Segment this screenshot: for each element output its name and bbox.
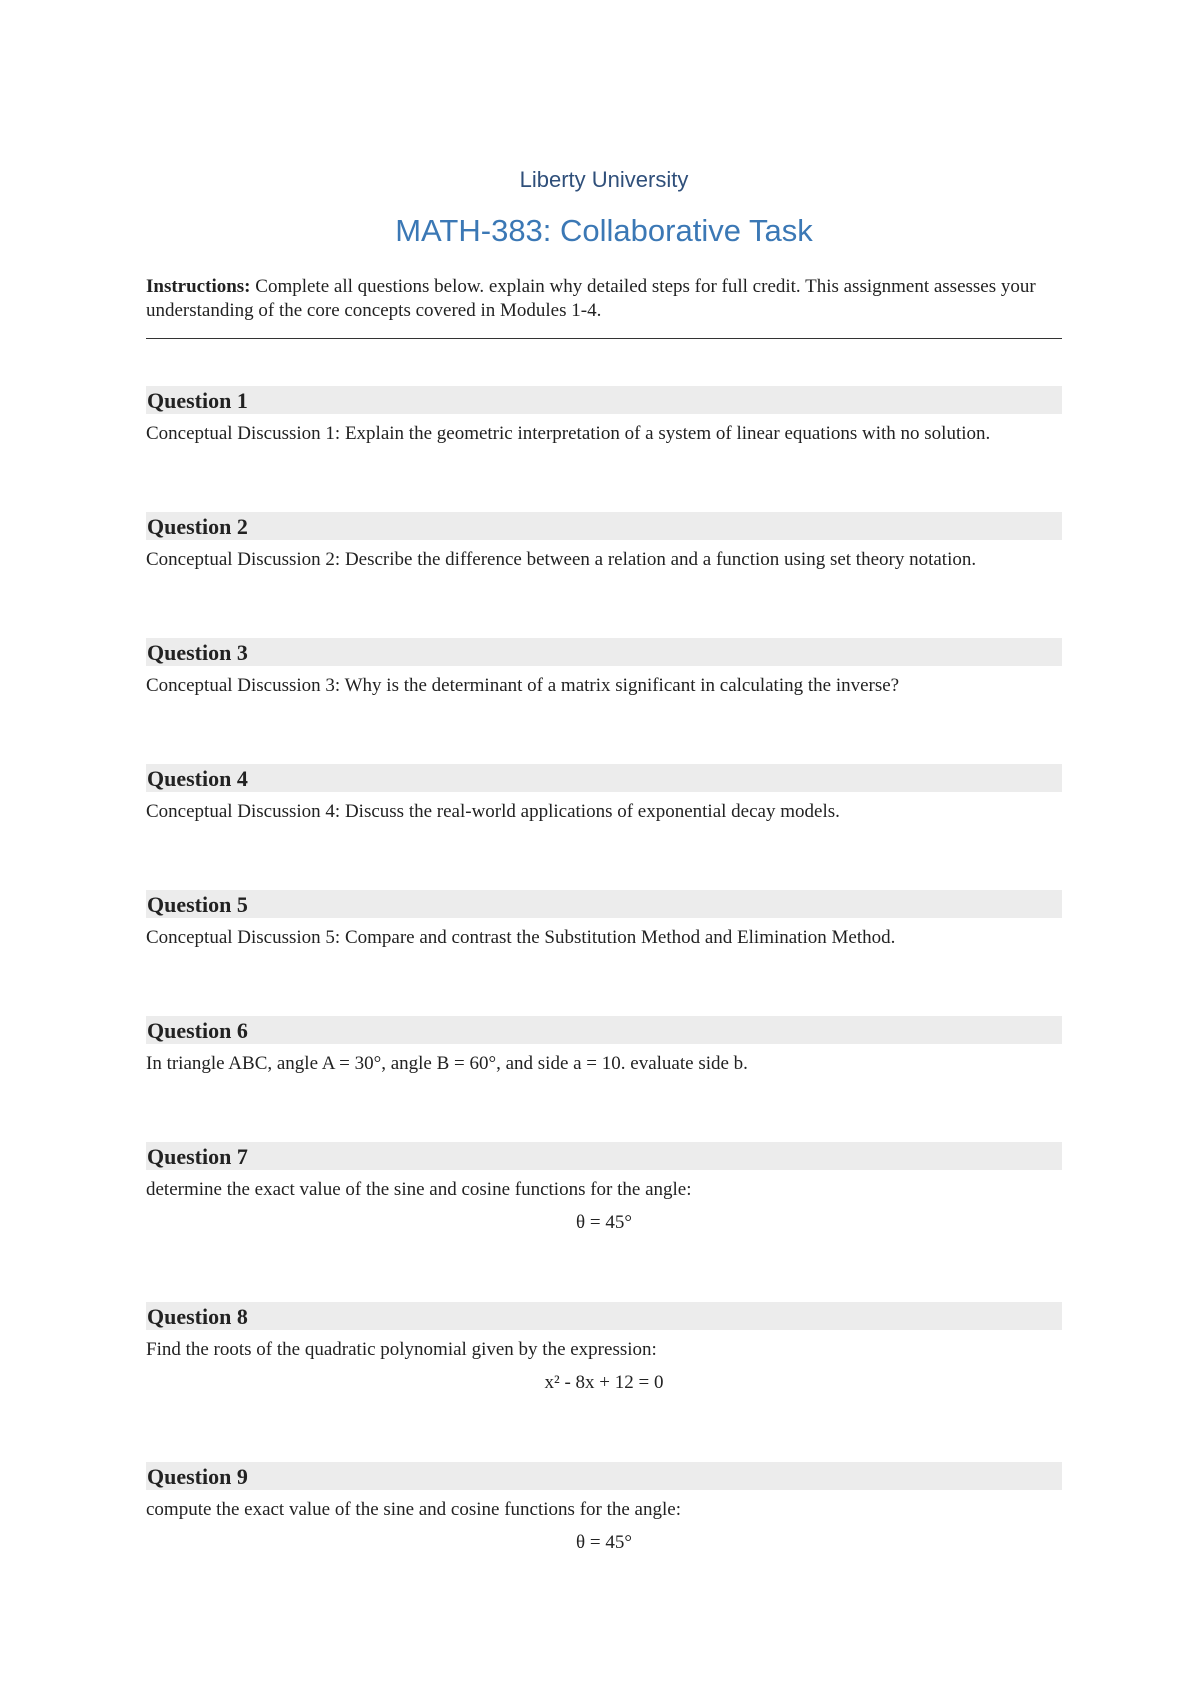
university-name: Liberty University [519,167,689,192]
question-5 [146,890,1062,950]
question-text: Conceptual Discussion 1: Explain the geometric interpretation of a system of linear equations with no solution. [146,423,991,444]
question-1 [146,386,1062,446]
question-6 [146,1016,1062,1076]
question-text: compute the exact value of the sine and cosine functions for the angle: [146,1499,681,1520]
question-4 [146,764,1062,824]
instructions-text: Complete all questions below. explain why detailed steps for full credit. This assignment assesses your understanding of the core concepts covered in Modules 1-4. [146,276,1036,321]
question-text: Find the roots of the quadratic polynomial given by the expression: [146,1339,657,1360]
instructions-label: Instructions: [146,276,251,297]
question-title: Question 3 [146,638,1062,666]
question-title: Question 8 [146,1302,1062,1330]
question-2 [146,512,1062,572]
divider [146,338,1062,339]
question-equation: x² - 8x + 12 = 0 [544,1372,664,1393]
question-title: Question 2 [146,512,1062,540]
question-7 [146,1142,1062,1235]
question-title: Question 6 [146,1016,1062,1044]
question-text: In triangle ABC, angle A = 30°, angle B = 60°, and side a = 10. evaluate side b. [146,1053,748,1074]
course-title: MATH-383: Collaborative Task [395,213,813,248]
instructions [146,275,1062,323]
question-title: Question 4 [146,764,1062,792]
question-title: Question 9 [146,1462,1062,1490]
question-title: Question 5 [146,890,1062,918]
question-title: Question 7 [146,1142,1062,1170]
question-title: Question 1 [146,386,1062,414]
question-text: Conceptual Discussion 3: Why is the determinant of a matrix significant in calculating the inverse? [146,675,900,696]
question-text: Conceptual Discussion 5: Compare and contrast the Substitution Method and Elimination Method. [146,927,896,948]
document-content [146,166,1062,1553]
question-text: determine the exact value of the sine and cosine functions for the angle: [146,1179,692,1200]
question-text: Conceptual Discussion 2: Describe the difference between a relation and a function using set theory notation. [146,549,977,570]
question-text: Conceptual Discussion 4: Discuss the real-world applications of exponential decay models. [146,801,840,822]
question-equation: θ = 45° [576,1212,632,1233]
question-9 [146,1462,1062,1555]
question-8 [146,1302,1062,1395]
question-3 [146,638,1062,698]
question-equation: θ = 45° [576,1532,632,1553]
